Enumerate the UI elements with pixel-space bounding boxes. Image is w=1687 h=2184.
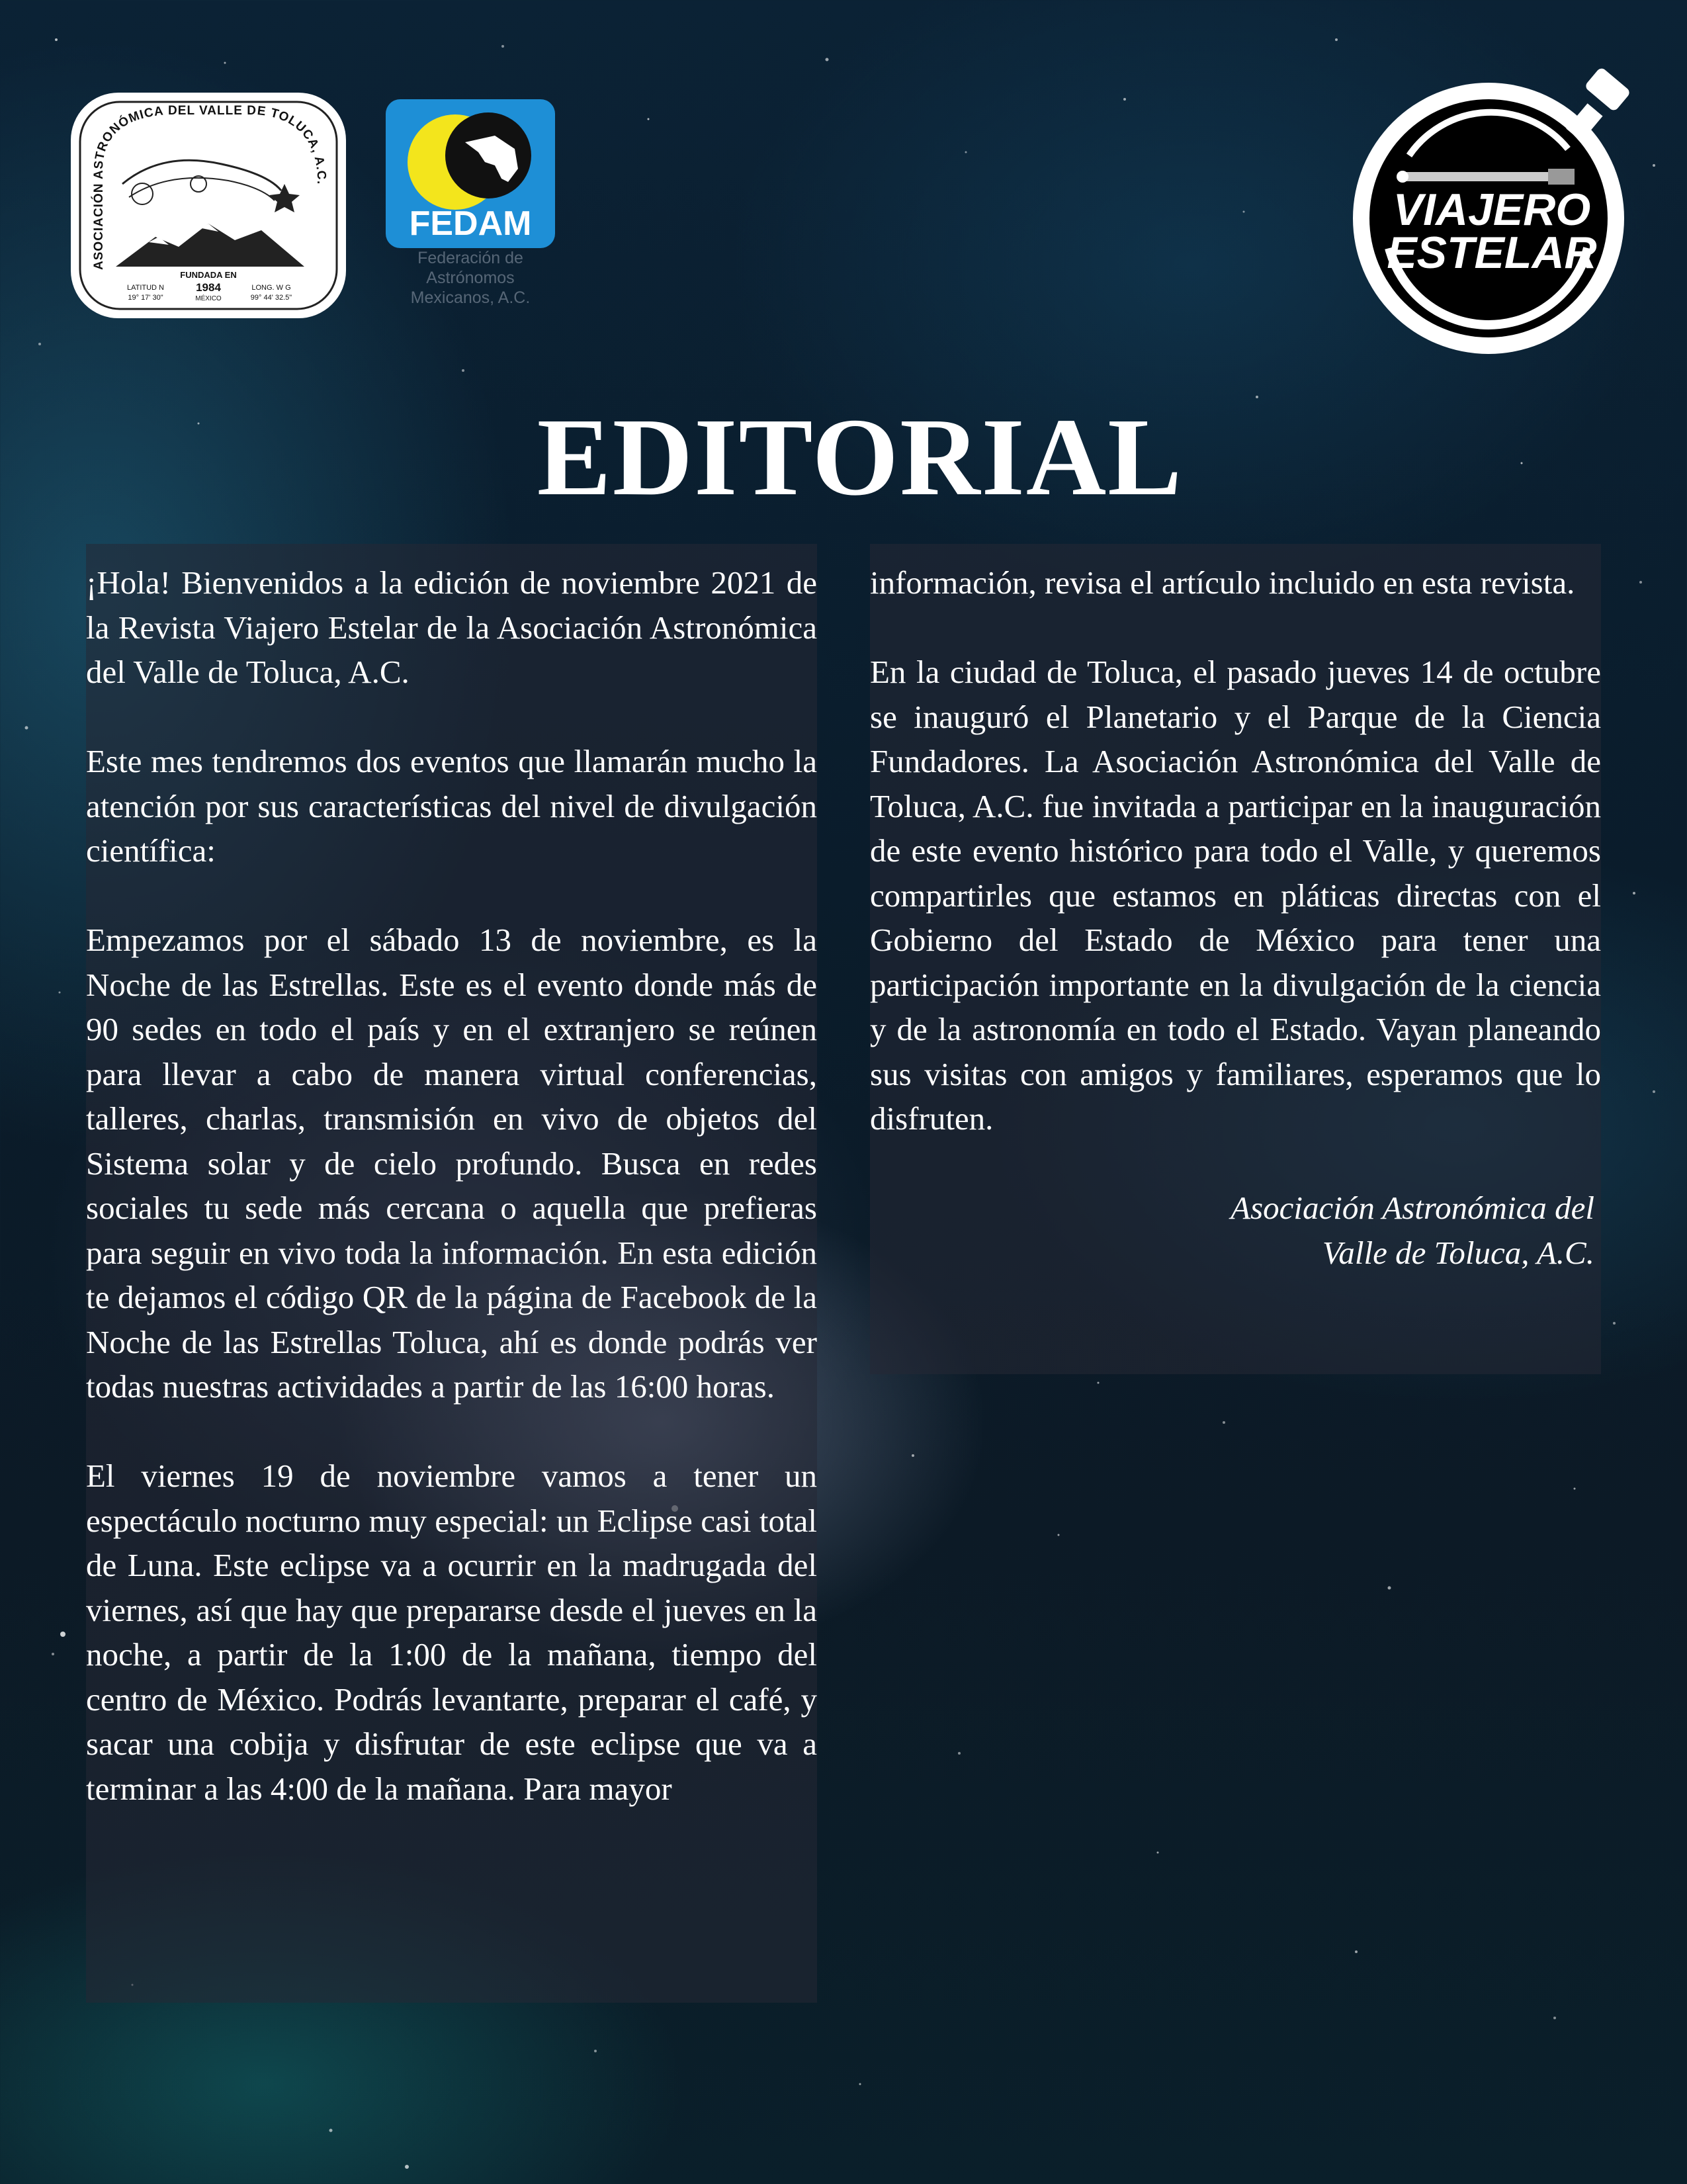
signature-line: Asociación Astronómica del xyxy=(1231,1190,1594,1226)
aavt-lat-value: 19° 17' 30" xyxy=(128,294,163,302)
aavt-founded-place: MÉXICO xyxy=(195,295,222,302)
aavt-founded-year: 1984 xyxy=(196,281,221,294)
fedam-caption xyxy=(386,248,555,308)
fedam-caption-line: Federación de xyxy=(417,249,523,267)
viajero-estelar-logo xyxy=(1350,63,1641,361)
paragraph: En la ciudad de Toluca, el pasado jueves 14 de octubre se inauguró el Planetario y el Parque de la Ciencia Fundadores. La Asociación Astronómica del Valle de Toluca, A.C. fue invitada a participar en la inauguración de este evento histórico para todo el Valle, y queremos compartirles que estamos en pláticas directas con el Gobierno del Estado de México para tener una participación importante en la divulgación de la ciencia y de la astronomía en todo el Estado. Vayan planeando sus visitas con amigos y familiares, esperamos que lo disfruten. xyxy=(870,654,1601,1137)
aavt-founded-label: FUNDADA EN xyxy=(180,270,237,280)
viajero-line2: ESTELAR xyxy=(1387,228,1597,278)
aavt-long-label: LONG. W G xyxy=(251,284,291,292)
aavt-logo xyxy=(69,91,347,320)
paragraph: Este mes tendremos dos eventos que llamarán mucho la atención por sus características del nivel de divulgación científica: xyxy=(86,743,817,869)
signature xyxy=(870,1186,1601,1275)
aavt-lat-label: LATITUD N xyxy=(126,284,165,292)
fedam-name: FEDAM xyxy=(409,204,532,243)
paragraph: El viernes 19 de noviembre vamos a tener un espectáculo nocturno muy especial: un Eclipse casi total de Luna. Este eclipse va a ocurrir en la madrugada del viernes, así que hay que prepararse desde el jueves en la noche, a partir de la 1:00 de la mañana, tiempo del centro de México. Podrás levantarte, preparar el café, y sacar una cobija y disfrutar de este eclipse que va a terminar a las 4:00 de la mañana. Para mayor xyxy=(86,1458,817,1807)
paragraph: Empezamos por el sábado 13 de noviembre, es la Noche de las Estrellas. Este es el evento donde más de 90 sedes en todo el país y en el extranjero se reúnen para llevar a cabo de manera virtual conferencias, talleres, charlas, transmisión en vivo de objetos del Sistema solar y de cielo profundo. Busca en redes sociales tu sede más cercana o aquella que prefieras para seguir en vivo toda la información. En esta edición te dejamos el código QR de la página de Facebook de la Noche de las Estrellas Toluca, ahí es donde podrás ver todas nuestras actividades a partir de las 16:00 horas. xyxy=(86,922,817,1405)
paragraph: información, revisa el artículo incluido en esta revista. xyxy=(870,564,1575,601)
fedam-caption-line: Mexicanos, A.C. xyxy=(410,288,531,307)
left-text-column xyxy=(86,544,817,2003)
right-text-column xyxy=(870,544,1601,1374)
page-title: EDITORIAL xyxy=(537,396,1184,519)
aavt-arc-text: ASOCIACIÓN ASTRONÓMICA DEL VALLE DE TOLUCA, A.C. xyxy=(91,104,329,270)
fedam-caption-line: Astrónomos xyxy=(426,269,515,287)
aavt-long-value: 99° 44' 32.5" xyxy=(250,294,292,302)
signature-line: Valle de Toluca, A.C. xyxy=(1322,1234,1594,1271)
viajero-line1: VIAJERO xyxy=(1393,185,1591,235)
paragraph: ¡Hola! Bienvenidos a la edición de noviembre 2021 de la Revista Viajero Estelar de la Asociación Astronómica del Valle de Toluca, A.C. xyxy=(86,564,817,690)
